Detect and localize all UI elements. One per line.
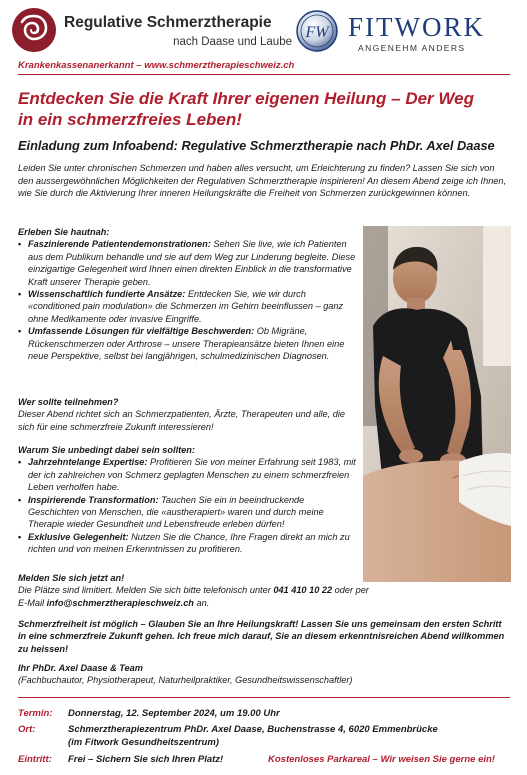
eintritt-label: Eintritt:	[18, 754, 52, 765]
experience-item	[18, 325, 356, 362]
experience-item-text: Sehen Sie live, wie ich Patienten aus dem Publikum behandle und sie auf dem Weg zur Linderung begleite. Diese einzigartige Gelegenheit wird Ihnen einen direkten Einblick in die transformative Kraft unserer Therapie geben.	[28, 239, 356, 287]
experience-item-text: Ob Migräne, Rückenschmerzen oder Arthrose – unsere Therapieansätze bieten Ihnen eine neue Perspektive, selbst bei langjährigen, schulmedizinischen Diagnosen.	[28, 326, 345, 362]
bottom-divider	[18, 697, 510, 698]
experience-item-text: Entdecken Sie, wie wir durch «conditioned pain modulation» die Schmerzen im Gehirn beeinflussen – ganz ohne Medikamente oder invasive Eingriffe.	[28, 289, 344, 324]
register-line-phone	[18, 584, 512, 596]
fitwork-monogram-icon	[296, 10, 338, 52]
register-heading: Melden Sie sich jetzt an!	[18, 573, 125, 583]
experience-item-title: Faszinierende Patientendemonstrationen:	[28, 239, 211, 250]
email-suffix: an.	[193, 597, 210, 608]
audience-section	[18, 396, 356, 433]
headline-line-2: in ein schmerzfreies Leben!	[18, 110, 242, 129]
reason-item	[18, 494, 356, 531]
subheadline: Einladung zum Infoabend: Regulative Schmerztherapie nach PhDr. Axel Daase	[18, 138, 495, 153]
fitwork-subtitle: ANGENEHM ANDERS	[358, 43, 466, 53]
rs-logo-subtitle: nach Daase und Laube	[173, 36, 292, 48]
therapist-photo	[363, 226, 511, 582]
ort-value-line-2: (im Fitwork Gesundheitszentrum)	[68, 736, 219, 748]
reasons-section	[18, 444, 356, 556]
termin-value: Donnerstag, 12. September 2024, um 19.00 Uhr	[68, 708, 280, 719]
experience-item-title: Umfassende Lösungen für vielfältige Beschwerden:	[28, 326, 255, 337]
termin-label: Termin:	[18, 708, 53, 719]
reasons-heading: Warum Sie unbedingt dabei sein sollten:	[18, 445, 195, 455]
signature	[18, 662, 512, 687]
headline	[18, 88, 513, 130]
reason-item-text: Nutzen Sie die Chance, Ihre Fragen direkt an mich zu richten und von meinen Erkenntnissen zu profitieren.	[28, 531, 350, 555]
header	[0, 0, 527, 58]
audience-heading: Wer sollte teilnehmen?	[18, 397, 119, 407]
tagline: Krankenkassenanerkannt – www.schmerztherapieschweiz.ch	[18, 60, 295, 71]
experience-section	[18, 226, 356, 362]
register-section	[18, 572, 512, 609]
top-divider	[18, 74, 510, 75]
reason-item-text: Profitieren Sie von meiner Erfahrung seit 1983, mit der ich zahlreichen von Schmerz geplagten Menschen zu einem schmerzfreien Leben verholfen habe.	[28, 457, 356, 493]
register-line-email	[18, 597, 512, 609]
spiral-logo-icon	[12, 8, 56, 52]
rs-logo-title: Regulative Schmerztherapie	[64, 14, 272, 31]
ort-value-line-1: Schmerztherapiezentrum PhDr. Axel Daase, Buchenstrasse 4, 6020 Emmenbrücke	[68, 724, 438, 735]
fitwork-monogram-text: FW	[305, 24, 329, 41]
termin-row	[18, 708, 512, 721]
headline-line-1: Entdecken Sie die Kraft Ihrer eigenen Heilung – Der Weg	[18, 89, 474, 108]
experience-item	[18, 288, 356, 325]
email-link[interactable]: info@schmerztherapieschweiz.ch	[46, 597, 194, 608]
reason-item	[18, 531, 356, 556]
fitwork-title: FITWORK	[348, 12, 485, 42]
reason-item-title: Exklusive Gelegenheit:	[28, 531, 129, 542]
reason-item-text: Tauchen Sie ein in beeindruckende Geschichten von Menschen, die «austherapiert» waren und durch meine Therapie wieder Gesundheit und Lebensfreude erleben dürfen!	[28, 494, 324, 530]
reason-item-title: Inspirierende Transformation:	[28, 494, 159, 505]
closing-paragraph: Schmerzfreiheit ist möglich – Glauben Sie an Ihre Heilungskraft! Lassen Sie uns gemeinsam den ersten Schritt in eine schmerzfreie Zukunft gehen. Ich freue mich darauf, Sie an diesem erkenntnisreichen Abend willkommen zu heissen!	[18, 619, 505, 654]
intro-paragraph: Leiden Sie unter chronischen Schmerzen und haben alles versucht, um Erleichterung zu finden? Lassen Sie sich von den aussergewöhnlichen Möglichkeiten der Regulativen Schmerztherapie inspirieren! An diesem Abend zeige ich Ihnen, wie Sie durch die Aktivierung Ihrer inneren Heilungskräfte die Freiheit von Schmerzen zurückgewinnen können.	[18, 163, 507, 198]
experience-heading: Erleben Sie hautnah:	[18, 227, 110, 237]
audience-text: Dieser Abend richtet sich an Schmerzpatienten, Ärzte, Therapeuten und alle, die sich für eine schmerzfreie Zukunft interessieren!	[18, 409, 346, 432]
ort-label: Ort:	[18, 724, 36, 735]
register-text: Die Plätze sind limitiert. Melden Sie sich bitte telefonisch unter	[18, 585, 274, 596]
experience-item-title: Wissenschaftlich fundierte Ansätze:	[28, 289, 186, 300]
signature-name: Ihr PhDr. Axel Daase & Team	[18, 663, 143, 673]
signature-roles: (Fachbuchautor, Physiotherapeut, Naturheilpraktiker, Gesundheitswissenschaftler)	[18, 675, 353, 686]
parking-note: Kostenloses Parkareal – Wir weisen Sie gerne ein!	[268, 754, 495, 765]
eintritt-value: Frei – Sichern Sie sich Ihren Platz!	[68, 754, 224, 765]
eintritt-row	[18, 754, 512, 767]
experience-item	[18, 238, 356, 288]
reason-item-title: Jahrzehntelange Expertise:	[28, 457, 148, 468]
ort-row	[18, 724, 512, 750]
email-label: E-Mail	[18, 597, 47, 608]
reason-item	[18, 456, 356, 493]
phone-number[interactable]: 041 410 10 22	[273, 585, 333, 596]
register-text-after-phone: oder per	[332, 585, 369, 596]
